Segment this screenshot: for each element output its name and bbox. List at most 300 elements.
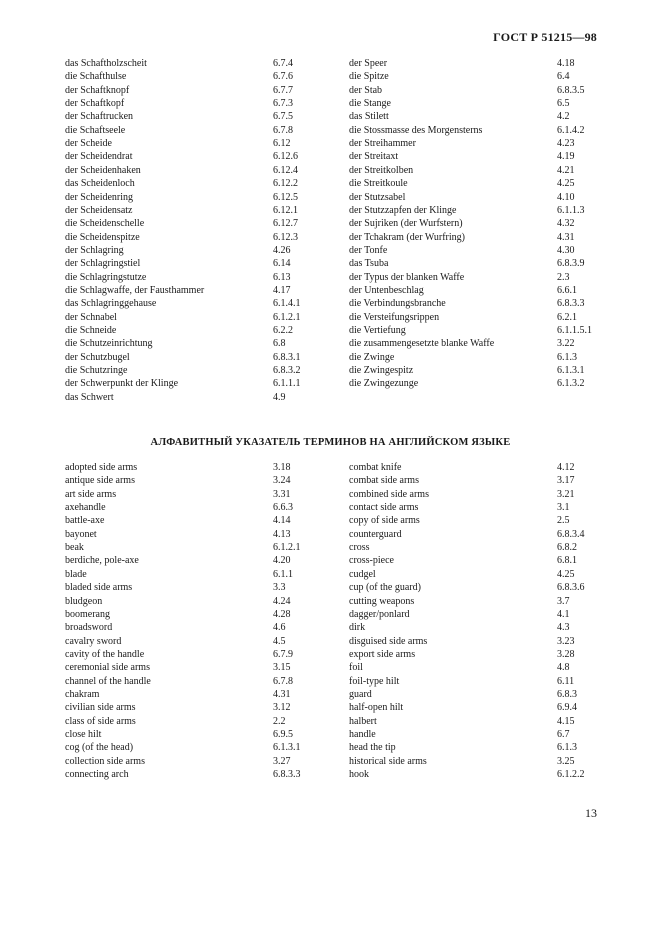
index-entry	[65, 191, 333, 204]
index-entry	[349, 284, 617, 297]
index-entry	[65, 150, 333, 163]
index-clause-number: 4.32	[557, 218, 575, 230]
index-clause-number: 4.13	[273, 528, 291, 540]
index-entry	[349, 581, 617, 594]
index-term: der Schaftknopf	[65, 84, 130, 96]
index-term: adopted side arms	[65, 462, 138, 473]
index-entry	[65, 675, 333, 688]
index-entry	[65, 377, 333, 390]
index-entry	[349, 164, 617, 177]
index-entry	[349, 568, 617, 581]
index-entry	[349, 768, 617, 781]
index-entry	[65, 110, 333, 123]
index-entry	[65, 351, 333, 364]
index-clause-number: 6.12.2	[273, 178, 298, 190]
index-clause-number: 4.26	[273, 244, 291, 256]
index-entry	[349, 688, 617, 701]
index-term: der Scheidenhaken	[65, 164, 141, 176]
index-clause-number: 6.8.3.2	[273, 365, 301, 377]
index-entry	[65, 541, 333, 554]
index-term: head the tip	[349, 742, 396, 754]
index-clause-number: 3.25	[557, 755, 575, 767]
index-entry	[349, 351, 617, 364]
index-term: der Schlagringstiel	[65, 258, 141, 270]
index-clause-number: 3.27	[273, 755, 291, 767]
index-entry	[65, 177, 333, 190]
index-term: der Sujriken (der Wurfstern)	[349, 218, 463, 230]
index-entry	[65, 755, 333, 768]
index-term: hook	[349, 769, 369, 781]
index-clause-number: 6.1.2.2	[557, 769, 585, 781]
index-term: die zusammengesetzte blanke Waffe	[349, 338, 495, 350]
index-term: cog (of the head)	[65, 742, 134, 754]
index-entry	[65, 124, 333, 137]
index-term: das Stilett	[349, 111, 389, 123]
index-entry	[349, 97, 617, 110]
index-term: der Typus der blanken Waffe	[349, 271, 465, 283]
index-clause-number: 4.17	[273, 284, 291, 296]
index-term: die Schafthulse	[65, 71, 127, 83]
index-term: der Schutzbugel	[65, 351, 130, 363]
german-index-left-column	[65, 57, 335, 402]
index-term: der Schnabel	[65, 311, 117, 323]
index-clause-number: 6.9.5	[273, 729, 293, 740]
index-entry	[65, 297, 333, 310]
index-clause-number: 6.8.3.4	[557, 528, 585, 540]
index-clause-number: 6.1.1	[273, 568, 293, 580]
index-term: counterguard	[349, 528, 402, 540]
index-entry	[349, 364, 617, 377]
index-term: halbert	[349, 715, 377, 727]
index-term: combat side arms	[349, 475, 419, 487]
index-clause-number: 4.6	[273, 622, 286, 634]
index-clause-number: 6.6.3	[273, 502, 293, 514]
index-clause-number: 4.14	[273, 515, 291, 527]
index-term: die Spitze	[349, 71, 389, 83]
index-entry	[65, 554, 333, 567]
index-entry	[65, 284, 333, 297]
index-term: export side arms	[349, 648, 416, 660]
index-clause-number: 6.8.3.9	[557, 258, 585, 270]
index-term: contact side arms	[349, 502, 419, 514]
index-clause-number: 6.7.9	[273, 648, 293, 660]
index-term: cavalry sword	[65, 635, 122, 647]
index-term: combined side arms	[349, 488, 429, 500]
index-term: der Speer	[349, 58, 388, 69]
index-entry	[65, 474, 333, 487]
index-clause-number: 6.2.2	[273, 325, 293, 336]
index-clause-number: 6.12	[273, 138, 291, 150]
index-term: der Tonfe	[349, 244, 388, 256]
index-term: cup (of the guard)	[349, 582, 421, 594]
index-term: cross-piece	[349, 555, 394, 567]
index-entry	[65, 204, 333, 217]
index-term: channel of the handle	[65, 675, 151, 687]
index-entry	[65, 311, 333, 324]
index-entry	[349, 488, 617, 501]
index-entry	[65, 324, 333, 337]
index-entry	[349, 514, 617, 527]
index-term: bludgeon	[65, 595, 103, 607]
index-entry	[65, 528, 333, 541]
index-term: die Scheidenschelle	[65, 218, 145, 230]
index-entry	[349, 204, 617, 217]
index-entry	[349, 70, 617, 83]
index-entry	[349, 661, 617, 674]
index-clause-number: 6.1.3.2	[557, 378, 585, 390]
index-clause-number: 6.1.3	[557, 351, 577, 363]
index-term: der Schwerpunkt der Klinge	[65, 378, 179, 390]
section-title: АЛФАВИТНЫЙ УКАЗАТЕЛЬ ТЕРМИНОВ НА АНГЛИЙСКОМ ЯЗЫКЕ	[150, 437, 511, 448]
index-entry	[349, 244, 617, 257]
index-entry	[349, 741, 617, 754]
index-term: copy of side arms	[349, 515, 420, 527]
document-number: ГОСТ Р 51215—98	[493, 30, 597, 44]
index-entry	[65, 501, 333, 514]
index-term: die Versteifungsrippen	[349, 311, 440, 323]
index-term: art side arms	[65, 488, 117, 500]
index-clause-number: 3.3	[273, 582, 286, 594]
index-term: cavity of the handle	[65, 648, 145, 660]
index-entry	[349, 217, 617, 230]
index-clause-number: 6.8.3.3	[557, 298, 585, 310]
index-clause-number: 4.28	[273, 608, 291, 620]
index-clause-number: 6.7.5	[273, 111, 293, 123]
index-term: battle-axe	[65, 515, 105, 527]
index-term: half-open hilt	[349, 702, 404, 714]
index-term: der Streihammer	[349, 138, 416, 150]
index-term: die Scheidenspitze	[65, 231, 140, 243]
english-index-left-column	[65, 461, 335, 781]
index-term: die Schneide	[65, 325, 117, 336]
index-clause-number: 6.1.3	[557, 742, 577, 754]
index-clause-number: 4.19	[557, 151, 575, 163]
index-entry	[65, 257, 333, 270]
index-clause-number: 4.3	[557, 622, 570, 634]
index-term: combat knife	[349, 462, 402, 473]
index-clause-number: 4.12	[557, 462, 575, 473]
index-entry	[349, 635, 617, 648]
index-clause-number: 6.8.3.6	[557, 582, 585, 594]
index-clause-number: 4.20	[273, 555, 291, 567]
index-entry	[349, 110, 617, 123]
index-entry	[65, 648, 333, 661]
index-clause-number: 6.9.4	[557, 702, 577, 714]
english-index-right-column	[349, 461, 609, 781]
index-entry	[349, 150, 617, 163]
index-entry	[65, 581, 333, 594]
index-term: cudgel	[349, 568, 376, 580]
index-term: cutting weapons	[349, 595, 415, 607]
index-term: der Scheidendrat	[65, 151, 133, 163]
index-clause-number: 6.7.7	[273, 84, 293, 96]
index-entry	[65, 164, 333, 177]
index-clause-number: 6.12.7	[273, 218, 298, 230]
index-clause-number: 3.17	[557, 475, 575, 487]
index-term: die Schutzeinrichtung	[65, 338, 153, 350]
index-clause-number: 6.13	[273, 271, 291, 283]
index-entry	[65, 715, 333, 728]
index-entry	[349, 554, 617, 567]
index-entry	[349, 728, 617, 741]
index-term: der Stutzzapfen der Klinge	[349, 204, 457, 216]
index-clause-number: 4.31	[273, 688, 291, 700]
index-clause-number: 2.3	[557, 271, 570, 283]
index-clause-number: 3.18	[273, 462, 291, 473]
index-term: der Scheidenring	[65, 191, 134, 203]
index-term: foil	[349, 662, 363, 674]
index-entry	[349, 177, 617, 190]
index-entry	[65, 728, 333, 741]
index-term: die Stossmasse des Morgensterns	[349, 124, 483, 136]
index-term: berdiche, pole-axe	[65, 555, 139, 567]
index-entry	[65, 231, 333, 244]
index-clause-number: 6.11	[557, 675, 575, 687]
index-clause-number: 2.2	[273, 715, 286, 727]
index-term: historical side arms	[349, 755, 427, 767]
index-clause-number: 4.24	[273, 595, 291, 607]
index-entry	[349, 377, 617, 390]
index-clause-number: 3.7	[557, 595, 570, 607]
index-clause-number: 6.1.1.1	[273, 378, 301, 390]
index-term: das Tsuba	[349, 258, 389, 270]
index-term: der Streitkolben	[349, 164, 414, 176]
index-clause-number: 6.8.2	[557, 542, 577, 554]
index-term: die Verbindungsbranche	[349, 298, 446, 310]
index-term: die Schutzringe	[65, 365, 128, 377]
index-term: bladed side arms	[65, 582, 133, 594]
index-entry	[65, 741, 333, 754]
index-term: ceremonial side arms	[65, 662, 150, 674]
index-term: das Schwert	[65, 391, 114, 403]
index-term: die Schaftseele	[65, 124, 126, 136]
index-term: der Stutzsabel	[349, 191, 406, 203]
index-term: guard	[349, 688, 372, 700]
index-entry	[65, 621, 333, 634]
index-term: broadsword	[65, 622, 113, 634]
index-clause-number: 6.7.3	[273, 98, 293, 110]
index-clause-number: 6.7	[557, 729, 570, 740]
index-clause-number: 3.31	[273, 488, 291, 500]
index-entry	[65, 70, 333, 83]
index-clause-number: 3.22	[557, 338, 575, 350]
index-entry	[349, 595, 617, 608]
index-entry	[65, 461, 333, 474]
index-entry	[65, 635, 333, 648]
index-clause-number: 6.1.4.2	[557, 124, 585, 136]
index-term: die Zwinge	[349, 351, 395, 363]
index-clause-number: 4.5	[273, 635, 286, 647]
index-clause-number: 6.1.1.3	[557, 204, 585, 216]
index-term: close hilt	[65, 729, 102, 740]
index-term: die Schlagringstutze	[65, 271, 147, 283]
index-entry	[349, 324, 617, 337]
index-term: foil-type hilt	[349, 675, 400, 687]
index-entry	[65, 701, 333, 714]
index-entry	[65, 514, 333, 527]
index-clause-number: 4.10	[557, 191, 575, 203]
index-clause-number: 4.23	[557, 138, 575, 150]
index-clause-number: 2.5	[557, 515, 570, 527]
index-term: boomerang	[65, 608, 110, 620]
index-term: das Schlagringgehause	[65, 298, 157, 310]
index-entry	[65, 97, 333, 110]
index-entry	[349, 84, 617, 97]
index-entry	[65, 364, 333, 377]
index-term: blade	[65, 568, 87, 580]
index-clause-number: 6.12.1	[273, 204, 298, 216]
index-entry	[65, 688, 333, 701]
index-term: beak	[65, 542, 84, 554]
index-clause-number: 3.24	[273, 475, 291, 487]
index-term: axehandle	[65, 502, 106, 514]
index-clause-number: 3.1	[557, 502, 570, 514]
index-entry	[349, 528, 617, 541]
index-term: der Streitaxt	[349, 151, 399, 163]
index-entry	[349, 621, 617, 634]
index-term: antique side arms	[65, 475, 135, 487]
index-clause-number: 6.4	[557, 71, 570, 83]
index-entry	[349, 311, 617, 324]
index-term: die Schlagwaffe, der Fausthammer	[65, 284, 205, 296]
index-entry	[349, 231, 617, 244]
index-clause-number: 3.15	[273, 662, 291, 674]
index-term: die Zwingezunge	[349, 378, 419, 390]
index-term: die Stange	[349, 98, 391, 110]
index-clause-number: 4.30	[557, 244, 575, 256]
index-entry	[349, 257, 617, 270]
index-entry	[65, 391, 333, 404]
index-term: der Schaftrucken	[65, 111, 134, 123]
index-term: connecting arch	[65, 769, 129, 781]
index-term: civilian side arms	[65, 702, 136, 714]
index-clause-number: 6.1.2.1	[273, 311, 301, 323]
index-clause-number: 6.12.3	[273, 231, 298, 243]
index-entry	[65, 337, 333, 350]
index-term: dirk	[349, 622, 366, 634]
index-clause-number: 3.12	[273, 702, 291, 714]
index-entry	[349, 137, 617, 150]
index-clause-number: 6.7.8	[273, 124, 293, 136]
index-clause-number: 6.8.3.3	[273, 769, 301, 781]
index-entry	[65, 57, 333, 70]
index-clause-number: 4.9	[273, 391, 286, 403]
index-clause-number: 6.7.6	[273, 71, 293, 83]
index-term: das Scheidenloch	[65, 178, 135, 190]
index-clause-number: 6.1.2.1	[273, 542, 301, 554]
index-clause-number: 6.1.3.1	[557, 365, 585, 377]
index-entry	[349, 474, 617, 487]
index-term: collection side arms	[65, 755, 145, 767]
index-clause-number: 4.21	[557, 164, 575, 176]
index-clause-number: 4.2	[557, 111, 570, 123]
index-entry	[349, 57, 617, 70]
index-term: der Tchakram (der Wurfring)	[349, 231, 465, 243]
index-clause-number: 4.31	[557, 231, 575, 243]
index-term: die Streitkoule	[349, 178, 408, 190]
index-entry	[65, 608, 333, 621]
german-index-right-column	[349, 57, 609, 392]
index-entry	[349, 675, 617, 688]
index-term: der Schlagring	[65, 244, 124, 256]
index-entry	[349, 337, 617, 350]
index-entry	[65, 137, 333, 150]
index-clause-number: 4.18	[557, 58, 575, 69]
index-term: class of side arms	[65, 715, 136, 727]
index-entry	[65, 488, 333, 501]
index-entry	[349, 648, 617, 661]
index-entry	[349, 701, 617, 714]
index-clause-number: 6.5	[557, 98, 570, 110]
index-entry	[349, 608, 617, 621]
index-clause-number: 6.12.6	[273, 151, 298, 163]
index-entry	[65, 661, 333, 674]
index-entry	[65, 568, 333, 581]
index-entry	[65, 217, 333, 230]
index-clause-number: 6.7.8	[273, 675, 293, 687]
index-clause-number: 6.12.4	[273, 164, 298, 176]
index-term: dagger/ponlard	[349, 608, 410, 620]
index-clause-number: 3.21	[557, 488, 575, 500]
index-clause-number: 3.23	[557, 635, 575, 647]
index-clause-number: 6.8.3.5	[557, 84, 585, 96]
index-term: der Scheidensatz	[65, 204, 133, 216]
index-clause-number: 6.12.5	[273, 191, 298, 203]
index-clause-number: 6.14	[273, 258, 291, 270]
index-clause-number: 4.25	[557, 178, 575, 190]
index-entry	[65, 271, 333, 284]
index-term: das Schaftholzscheit	[65, 58, 147, 69]
index-entry	[65, 595, 333, 608]
index-clause-number: 6.8.3.1	[273, 351, 301, 363]
index-clause-number: 4.15	[557, 715, 575, 727]
index-clause-number: 4.25	[557, 568, 575, 580]
index-clause-number: 6.1.4.1	[273, 298, 301, 310]
index-entry	[349, 124, 617, 137]
index-clause-number: 6.1.3.1	[273, 742, 301, 754]
index-clause-number: 4.8	[557, 662, 570, 674]
index-term: disguised side arms	[349, 635, 428, 647]
index-clause-number: 3.28	[557, 648, 575, 660]
index-entry	[65, 84, 333, 97]
index-entry	[349, 715, 617, 728]
index-term: die Zwingespitz	[349, 365, 414, 377]
index-term: cross	[349, 542, 370, 554]
index-term: handle	[349, 729, 376, 740]
index-term: der Schaftkopf	[65, 98, 125, 110]
index-term: die Vertiefung	[349, 325, 406, 336]
index-entry	[349, 271, 617, 284]
page-number: 13	[585, 806, 597, 820]
index-clause-number: 6.2.1	[557, 311, 577, 323]
index-entry	[349, 191, 617, 204]
index-entry	[349, 755, 617, 768]
index-term: der Scheide	[65, 138, 112, 150]
index-term: chakram	[65, 688, 100, 700]
index-entry	[65, 768, 333, 781]
index-clause-number: 6.8.1	[557, 555, 577, 567]
index-entry	[349, 461, 617, 474]
index-clause-number: 6.8.3	[557, 688, 577, 700]
index-entry	[349, 541, 617, 554]
index-clause-number: 6.8	[273, 338, 286, 350]
index-clause-number: 6.6.1	[557, 284, 577, 296]
index-entry	[349, 501, 617, 514]
index-clause-number: 6.1.1.5.1	[557, 325, 592, 336]
index-clause-number: 6.7.4	[273, 58, 293, 69]
index-clause-number: 4.1	[557, 608, 570, 620]
index-term: bayonet	[65, 528, 97, 540]
